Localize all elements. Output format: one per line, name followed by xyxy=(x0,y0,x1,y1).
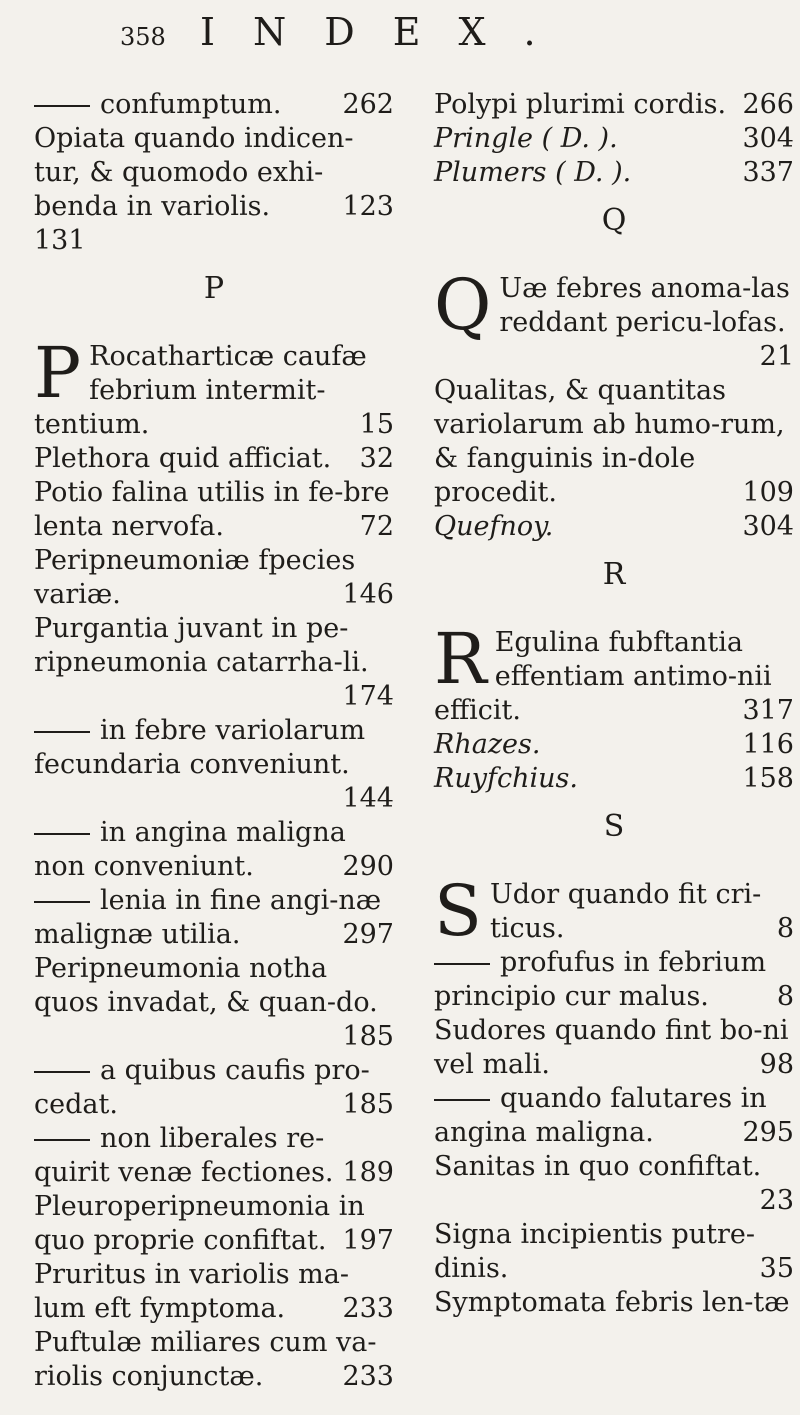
entry-text: Sudores quando fint bo-ni vel mali. xyxy=(434,1015,789,1080)
page-header xyxy=(120,10,680,54)
entry-text: Puftulæ miliares cum va-riolis conjunctæ. xyxy=(34,1327,377,1392)
entry-page-ref: 297 xyxy=(342,919,394,950)
ditto-dash xyxy=(434,1099,490,1101)
index-entry xyxy=(434,122,794,156)
entry-text: confumptum. xyxy=(100,89,282,120)
drop-cap: P xyxy=(34,332,82,414)
entry-page-ref: 35 xyxy=(759,1253,794,1284)
ditto-dash xyxy=(34,1071,90,1073)
entry-text: quando falutares in angina maligna. xyxy=(434,1083,767,1148)
ditto-dash xyxy=(34,105,90,107)
entry-text: Quefnoy. xyxy=(434,511,554,542)
entry-text: Peripneumonia notha quos invadat, & quan-do. xyxy=(34,953,378,1018)
section-letter: R xyxy=(602,557,626,592)
ditto-dash xyxy=(34,833,90,835)
entry-page-ref: 185 xyxy=(342,1021,394,1052)
index-entry xyxy=(434,1014,794,1082)
index-entry xyxy=(34,714,394,816)
entry-page-ref: 15 xyxy=(359,409,394,440)
ditto-dash xyxy=(34,1139,90,1141)
entry-page-ref: 197 xyxy=(342,1225,394,1256)
entry-text: Qualitas, & quantitas variolarum ab humo-rum, & fanguinis in-dole procedit. xyxy=(434,375,785,508)
entry-text: Purgantia juvant in pe-ripneumonia catarrha-li. xyxy=(34,613,369,678)
entry-text: Symptomata febris len-tæ xyxy=(434,1287,790,1318)
entry-page-ref: 116 xyxy=(742,729,794,760)
index-entry xyxy=(434,1082,794,1150)
page-title: INDEX. xyxy=(200,10,574,54)
entry-page-ref: 304 xyxy=(742,511,794,542)
index-entry xyxy=(434,510,794,544)
section-letter: Q xyxy=(601,203,627,238)
entry-text: Ruyfchius. xyxy=(434,763,578,794)
entry-text: in angina maligna non conveniunt. xyxy=(34,817,346,882)
entry-text: Egulina fubftantia effentiam antimo-nii efficit. xyxy=(434,627,772,726)
index-entry xyxy=(434,88,794,122)
drop-cap: S xyxy=(434,870,482,952)
index-entry xyxy=(34,1054,394,1122)
entry-text: Pruritus in variolis ma-lum eft fymptoma. xyxy=(34,1259,349,1324)
entry-text: Plumers ( D. ). xyxy=(434,157,632,188)
index-entry xyxy=(34,332,394,442)
index-entry xyxy=(34,224,394,258)
entry-page-ref: 21 xyxy=(759,341,794,372)
entry-text: Opiata quando indicen-tur, & quomodo exhi-benda in variolis. xyxy=(34,123,354,222)
index-entry xyxy=(434,1218,794,1286)
entry-page-ref: 8 xyxy=(776,913,794,944)
entry-page-ref: 32 xyxy=(359,443,394,474)
entry-text: Plethora quid afficiat. xyxy=(34,443,332,474)
entry-text: Polypi plurimi cordis. xyxy=(434,89,727,120)
index-column-left xyxy=(34,88,394,1394)
index-entry xyxy=(434,374,794,510)
entry-page-ref: 98 xyxy=(759,1049,794,1080)
index-entry xyxy=(34,816,394,884)
entry-text: Pringle ( D. ). xyxy=(434,123,618,154)
index-entry xyxy=(34,1326,394,1394)
entry-text: lenia in fine angi-næ malignæ utilia. xyxy=(34,885,382,950)
drop-cap: R xyxy=(434,618,487,700)
index-entry xyxy=(34,884,394,952)
index-column-right xyxy=(434,88,794,1320)
index-entry xyxy=(434,946,794,1014)
ditto-dash xyxy=(434,963,490,965)
section-letter: P xyxy=(203,271,225,306)
entry-text: 131 xyxy=(34,225,86,256)
index-entry xyxy=(434,1286,794,1320)
index-entry xyxy=(434,156,794,190)
index-entry xyxy=(34,88,394,122)
entry-page-ref: 123 xyxy=(342,191,394,222)
entry-text: Rocatharticæ caufæ febrium intermit-tentium. xyxy=(34,341,367,440)
entry-page-ref: 185 xyxy=(342,1089,394,1120)
entry-page-ref: 295 xyxy=(742,1117,794,1148)
entry-text: Rhazes. xyxy=(434,729,541,760)
index-entry xyxy=(34,1122,394,1190)
page-number: 358 xyxy=(120,23,166,51)
entry-page-ref: 337 xyxy=(742,157,794,188)
index-entry xyxy=(34,952,394,1054)
entry-page-ref: 23 xyxy=(759,1185,794,1216)
index-entry xyxy=(34,122,394,224)
entry-text: Potio falina utilis in fe-bre lenta nervofa. xyxy=(34,477,390,542)
entry-page-ref: 72 xyxy=(359,511,394,542)
index-entry xyxy=(34,442,394,476)
entry-text: Peripneumoniæ fpecies variæ. xyxy=(34,545,356,610)
ditto-dash xyxy=(34,901,90,903)
entry-page-ref: 262 xyxy=(342,89,394,120)
entry-page-ref: 290 xyxy=(342,851,394,882)
index-entry xyxy=(34,1190,394,1258)
entry-text: Signa incipientis putre-dinis. xyxy=(434,1219,756,1284)
index-entry xyxy=(434,728,794,762)
entry-page-ref: 8 xyxy=(776,981,794,1012)
entry-page-ref: 146 xyxy=(342,579,394,610)
entry-page-ref: 144 xyxy=(342,783,394,814)
index-entry xyxy=(34,1258,394,1326)
entry-text: profufus in febrium principio cur malus. xyxy=(434,947,767,1012)
entry-page-ref: 266 xyxy=(742,89,794,120)
drop-cap: Q xyxy=(434,264,492,346)
entry-page-ref: 109 xyxy=(742,477,794,508)
section-letter: S xyxy=(603,809,625,844)
index-entry xyxy=(34,544,394,612)
index-entry xyxy=(434,618,794,728)
entry-page-ref: 158 xyxy=(742,763,794,794)
index-entry xyxy=(34,476,394,544)
entry-page-ref: 189 xyxy=(342,1157,394,1188)
entry-page-ref: 317 xyxy=(742,695,794,726)
entry-text: Pleuroperipneumonia in quo proprie confiftat. xyxy=(34,1191,365,1256)
index-entry xyxy=(434,870,794,952)
index-entry xyxy=(434,1150,794,1218)
entry-page-ref: 233 xyxy=(342,1293,394,1324)
entry-text: Udor quando fit cri-ticus. xyxy=(489,879,762,944)
index-entry xyxy=(34,612,394,714)
entry-page-ref: 233 xyxy=(342,1361,394,1392)
entry-page-ref: 304 xyxy=(742,123,794,154)
index-entry xyxy=(434,264,794,374)
entry-text: non liberales re-quirit venæ fectiones. xyxy=(34,1123,334,1188)
entry-text: in febre variolarum fecundaria conveniunt. xyxy=(34,715,366,780)
entry-text: a quibus caufis pro-cedat. xyxy=(34,1055,370,1120)
entry-page-ref: 174 xyxy=(342,681,394,712)
ditto-dash xyxy=(34,731,90,733)
index-entry xyxy=(434,762,794,796)
entry-text: Sanitas in quo confiftat. xyxy=(434,1151,762,1182)
entry-text: Uæ febres anoma-las reddant pericu-lofas. xyxy=(499,273,790,338)
